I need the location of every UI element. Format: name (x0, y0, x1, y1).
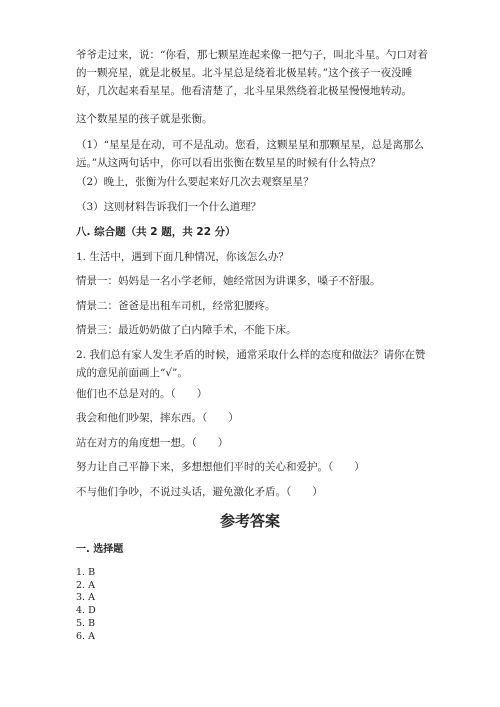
passage-paragraph: 爷爷走过来，说：“你看，那七颗星连起来像一把勺子，叫北斗星。勺口对着的一颗亮星，就是北极星。北斗星总是绕着北极星转。”这个孩子一夜没睡好，几次起来看星星。他看清楚了，北斗星果然绕着北极星慢慢地转动。 (76, 49, 428, 97)
option-1: 他们也不总是对的。（ ） (76, 388, 208, 400)
option-4: 努力让自己平静下来，多想想他们平时的关心和爱护。（ ） (76, 461, 365, 473)
answer-item: 5. B (76, 618, 96, 629)
scenario-3: 情景三：最近奶奶做了白内障手术，不能下床。 (76, 324, 297, 336)
answer-item: 1. B (76, 567, 96, 578)
answer-item: 3. A (76, 592, 95, 603)
scenario-1: 情景一：妈妈是一名小学老师，她经常因为讲课多，嗓子不舒服。 (76, 275, 381, 287)
question-1: （1）“星星是在动，可不是乱动。您看，这颗星星和那颗星星，总是离那么远。”从这两句话中，你可以看出张衡在数星星的时候有什么特点？ (76, 139, 425, 169)
answer-item: 2. A (76, 580, 95, 591)
section-8-item-1: 1. 生活中，遇到下面几种情况，你该怎么办？ (76, 251, 289, 263)
option-3: 站在对方的角度想一想。（ ） (76, 437, 229, 449)
section-8-item-2: 2. 我们总有家人发生矛盾的时候，通常采取什么样的态度和做法？请你在赞成的意见前面画上“√”。 (76, 349, 426, 379)
question-3: （3）这则材料告诉我们一个什么道理？ (76, 201, 262, 213)
answer-item: 4. D (76, 605, 96, 616)
passage-conclusion: 这个数星星的孩子就是张衡。 (76, 113, 213, 125)
question-2: （2）晚上，张衡为什么要起来好几次去观察星星？ (76, 176, 314, 188)
scenario-2: 情景二：爸爸是出租车司机，经常犯腰疼。 (76, 300, 276, 312)
option-2: 我会和他们吵架，摔东西。（ ） (76, 412, 239, 424)
answer-section-heading: 一. 选择题 (76, 544, 124, 555)
section-8-heading: 八. 综合题（共 2 题，共 22 分） (76, 226, 236, 238)
option-5: 不与他们争吵，不说过头话，避免激化矛盾。（ ） (76, 486, 323, 498)
answer-key-title: 参考答案 (219, 512, 280, 530)
answer-item: 6. A (76, 631, 95, 642)
